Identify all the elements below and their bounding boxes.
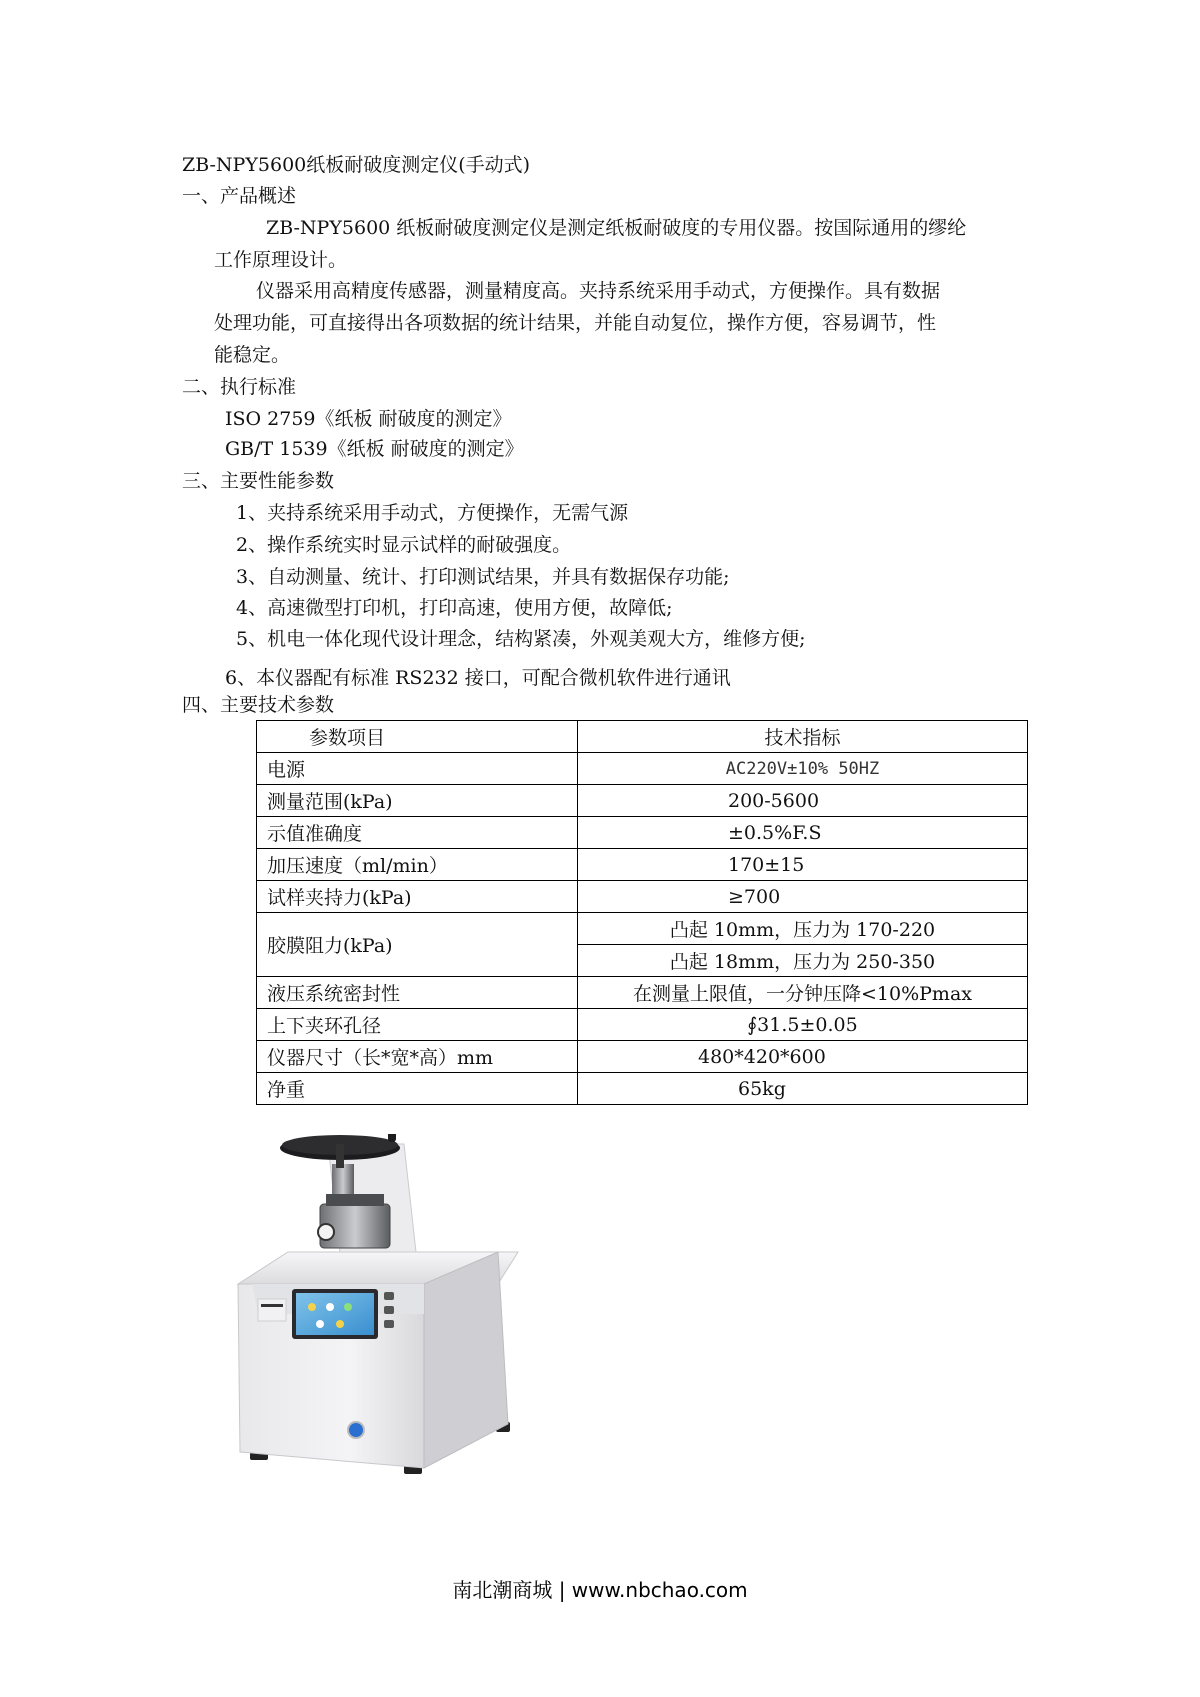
table-header-row bbox=[257, 721, 1028, 753]
overview-paragraph-2-line-3: 能稳定。 bbox=[214, 344, 291, 366]
param-value: 65kg bbox=[578, 1073, 1028, 1105]
performance-item: 6、本仪器配有标准 RS232 接口，可配合微机软件进行通讯 bbox=[225, 667, 731, 689]
footer: 南北潮商城 | www.nbchao.com bbox=[452, 1578, 748, 1602]
overview-paragraph-1-line-1: ZB-NPY5600 纸板耐破度测定仪是测定纸板耐破度的专用仪器。按国际通用的缪纶 bbox=[266, 217, 967, 239]
param-name: 净重 bbox=[257, 1073, 578, 1105]
table-row bbox=[257, 1009, 1028, 1041]
table-row bbox=[257, 881, 1028, 913]
section-heading-standards: 二、执行标准 bbox=[182, 376, 297, 398]
performance-item: 3、自动测量、统计、打印测试结果，并具有数据保存功能; bbox=[236, 566, 730, 588]
table-header-cell: 技术指标 bbox=[578, 721, 1028, 753]
performance-item: 5、机电一体化现代设计理念，结构紧凑，外观美观大方，维修方便; bbox=[236, 628, 806, 650]
param-name: 上下夹环孔径 bbox=[257, 1009, 578, 1041]
table-row bbox=[257, 849, 1028, 881]
section-heading-performance: 三、主要性能参数 bbox=[182, 470, 335, 492]
param-value: 200-5600 bbox=[578, 785, 1028, 817]
standard-item: GB/T 1539《纸板 耐破度的测定》 bbox=[225, 438, 524, 460]
param-name: 测量范围(kPa) bbox=[257, 785, 578, 817]
spec-table bbox=[256, 720, 1028, 1105]
param-value: 170±15 bbox=[578, 849, 1028, 881]
section-heading-overview: 一、产品概述 bbox=[182, 185, 297, 207]
table-row bbox=[257, 1041, 1028, 1073]
burst-tester-device-image bbox=[228, 1134, 538, 1494]
performance-item: 2、操作系统实时显示试样的耐破强度。 bbox=[236, 534, 572, 556]
param-name: 示值准确度 bbox=[257, 817, 578, 849]
param-value: ±0.5%F.S bbox=[578, 817, 1028, 849]
param-value: ≥700 bbox=[578, 881, 1028, 913]
param-name: 加压速度（ml/min） bbox=[257, 849, 578, 881]
param-name: 液压系统密封性 bbox=[257, 977, 578, 1009]
overview-paragraph-2-line-1: 仪器采用高精度传感器，测量精度高。夹持系统采用手动式，方便操作。具有数据 bbox=[256, 280, 941, 302]
param-value: ∮31.5±0.05 bbox=[578, 1009, 1028, 1041]
param-value: 凸起 10mm，压力为 170-220 bbox=[578, 913, 1028, 945]
table-row bbox=[257, 913, 1028, 945]
param-value: 在测量上限值，一分钟压降<10%Pmax bbox=[578, 977, 1028, 1009]
table-row bbox=[257, 817, 1028, 849]
param-value: 480*420*600 bbox=[578, 1041, 1028, 1073]
table-row bbox=[257, 753, 1028, 785]
param-name: 试样夹持力(kPa) bbox=[257, 881, 578, 913]
param-value: AC220V±10% 50HZ bbox=[578, 753, 1028, 785]
param-name: 电源 bbox=[257, 753, 578, 785]
table-row bbox=[257, 1073, 1028, 1105]
standard-item: ISO 2759《纸板 耐破度的测定》 bbox=[225, 408, 512, 430]
param-name: 仪器尺寸（长*宽*高）mm bbox=[257, 1041, 578, 1073]
section-heading-technical: 四、主要技术参数 bbox=[182, 694, 335, 716]
overview-paragraph-2-line-2: 处理功能，可直接得出各项数据的统计结果，并能自动复位，操作方便，容易调节，性 bbox=[214, 312, 937, 334]
table-row bbox=[257, 785, 1028, 817]
document-title: ZB-NPY5600纸板耐破度测定仪(手动式) bbox=[182, 154, 531, 176]
param-name: 胶膜阻力(kPa) bbox=[257, 913, 578, 977]
performance-item: 1、夹持系统采用手动式，方便操作，无需气源 bbox=[236, 502, 629, 524]
table-row bbox=[257, 977, 1028, 1009]
table-header-cell: 参数项目 bbox=[257, 721, 578, 753]
param-value: 凸起 18mm，压力为 250-350 bbox=[578, 945, 1028, 977]
overview-paragraph-1-line-2: 工作原理设计。 bbox=[214, 249, 348, 271]
performance-item: 4、高速微型打印机，打印高速，使用方便，故障低; bbox=[236, 597, 673, 619]
